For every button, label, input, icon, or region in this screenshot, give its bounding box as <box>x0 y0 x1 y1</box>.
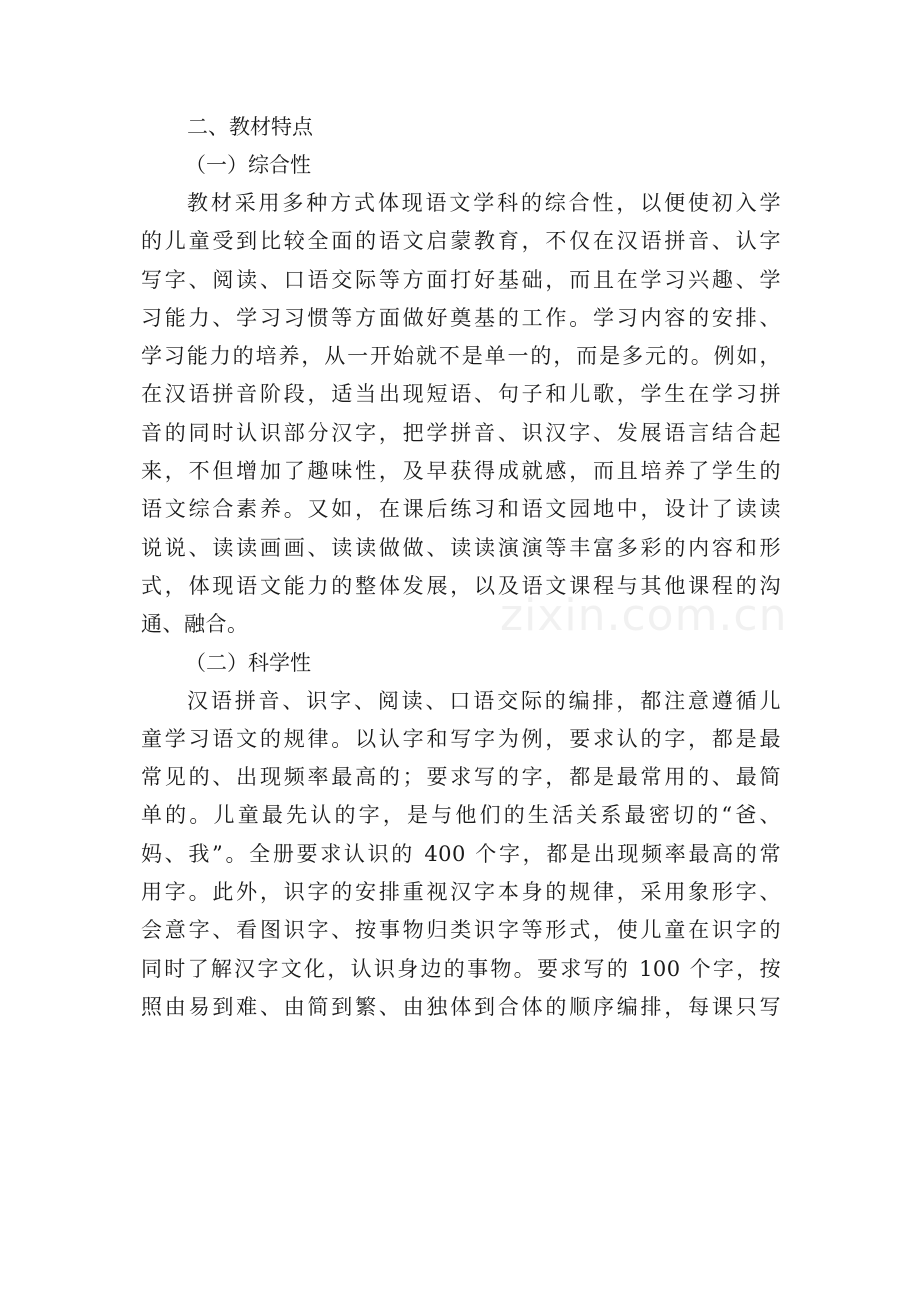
text-line: 来，不但增加了趣味性，及早获得成就感，而且培养了学生的 <box>141 459 781 484</box>
text-line: 汉语拼音、识字、阅读、口语交际的编排，都注意遵循儿 <box>187 688 781 713</box>
text-line: 通、融合。 <box>141 612 249 637</box>
text-line: 习能力、学习习惯等方面做好奠基的工作。学习内容的安排、 <box>141 305 781 330</box>
text-line: 语文综合素养。又如，在课后练习和语文园地中，设计了读读 <box>141 497 781 522</box>
text-line: 在汉语拼音阶段，适当出现短语、句子和儿歌，学生在学习拼 <box>141 382 781 407</box>
text-line: 照由易到难、由简到繁、由独体到合体的顺序编排，每课只写 <box>141 994 781 1019</box>
watermark: zixin.com.cn <box>500 590 788 641</box>
text-line: 的儿童受到比较全面的语文启蒙教育，不仅在汉语拼音、认字 <box>141 229 781 254</box>
text-line: 会意字、看图识字、按事物归类识字等形式，使儿童在识字的 <box>141 918 781 943</box>
text-line: 教材采用多种方式体现语文学科的综合性，以便使初入学 <box>187 191 781 215</box>
text-line: 同时了解汉字文化，认识身边的事物。要求写的 100 个字，按 <box>141 956 781 981</box>
document-page <box>141 108 781 1026</box>
text-line: 音的同时认识部分汉字，把学拼音、识汉字、发展语言结合起 <box>141 420 781 445</box>
text-line: 童学习语文的规律。以认字和写字为例，要求认的字，都是最 <box>141 726 781 751</box>
subsection-title-scientific: （二）科学性 <box>185 650 311 675</box>
text-line: 常见的、出现频率最高的；要求写的字，都是最常用的、最简 <box>141 765 781 790</box>
text-line: 单的。儿童最先认的字，是与他们的生活关系最密切的“爸、 <box>141 803 781 828</box>
text-line: 式，体现语文能力的整体发展，以及语文课程与其他课程的沟 <box>141 573 781 598</box>
text-line: 妈、我”。全册要求认识的 400 个字，都是出现频率最高的常 <box>141 841 781 866</box>
text-line: 学习能力的培养，从一开始就不是单一的，而是多元的。例如， <box>141 344 781 369</box>
section-title: 二、教材特点 <box>187 115 313 139</box>
text-line: 说说、读读画画、读读做做、读读演演等丰富多彩的内容和形 <box>141 535 781 560</box>
text-line: 用字。此外，识字的安排重视汉字本身的规律，采用象形字、 <box>141 880 781 905</box>
paragraph-comprehensive <box>141 184 781 644</box>
paragraph-scientific <box>141 682 781 1027</box>
subsection-title-comprehensive: （一）综合性 <box>185 153 311 177</box>
text-line: 写字、阅读、口语交际等方面打好基础，而且在学习兴趣、学 <box>141 267 781 292</box>
